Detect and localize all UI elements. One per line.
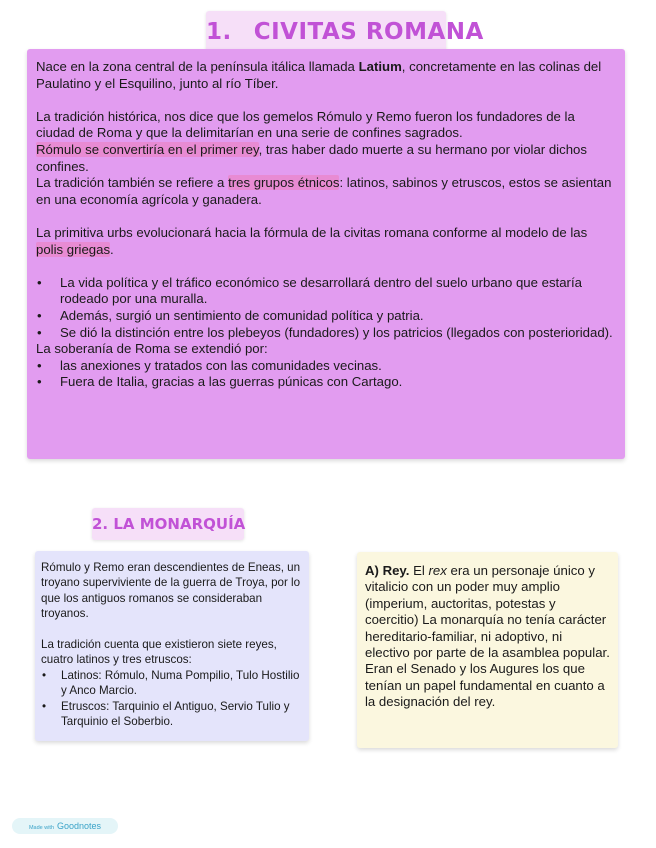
list-item: • Latinos: Rómulo, Numa Pompilio, Tulo Hostilio y Anco Marcio.: [41, 668, 303, 699]
made-with-label: Made with: [28, 825, 55, 831]
highlight-ethnic-groups: tres grupos étnicos: [228, 175, 340, 191]
kings-bullet-list: [41, 668, 303, 730]
paragraph-rey: A) Rey. El rex era un personaje único y vitalicio con un poder muy amplio (imperium, auctoritas, potestas y coercitio) La monarquía no tenía carácter hereditario-familiar, ni adoptivo, ni electivo por parte de la asamblea popular. Eran el Senado y los Augures los que tenían un papel fundamental en cuanto a la designación del rey.: [365, 563, 610, 710]
list-item: • Se dió la distinción entre los plebeyos (fundadores) y los patricios (llegados con posterioridad).: [36, 325, 617, 342]
list-item: • las anexiones y tratados con las comunidades vecinas.: [36, 358, 617, 375]
list-item: • Además, surgió un sentimiento de comunidad política y patria.: [36, 308, 617, 325]
highlight-polis: polis griegas: [36, 241, 111, 257]
goodnotes-brand: Goodnotes: [57, 821, 102, 831]
paragraph-first-king: Rómulo se convertiría en el primer rey, tras haber dado muerte a su hermano por violar dichos confines.: [36, 141, 587, 174]
paragraph-ethnic-groups: La tradición también se refiere a tres grupos étnicos: latinos, sabinos y etruscos, estos se asientan en una economía agrícola y ganadera.: [36, 175, 612, 207]
civitas-bullet-list: [36, 275, 617, 341]
paragraph-origin: Nace en la zona central de la península itálica llamada Latium, concretamente en las colinas del Paulatino y el Esquilino, junto al río Tíber.: [36, 59, 602, 91]
section-1-title: [206, 11, 484, 53]
paragraph-seven-kings: La tradición cuenta que existieron siete reyes, cuatro latinos y tres etruscos:: [41, 638, 277, 667]
paragraph-tradition: La tradición histórica, nos dice que los gemelos Rómulo y Remo fueron los fundadores de la ciudad de Roma y que la delimitarían en una serie de confines sagrados.: [36, 108, 575, 141]
list-item: • Etruscos: Tarquinio el Antiguo, Servio Tulio y Tarquinio el Soberbio.: [41, 699, 303, 730]
rey-card: [357, 552, 618, 748]
monarchy-origins-card: [35, 551, 309, 741]
list-item: • Fuera de Italia, gracias a las guerras púnicas con Cartago.: [36, 374, 617, 391]
rey-label: A) Rey.: [365, 563, 410, 578]
latium-term: Latium: [358, 59, 402, 74]
paragraph-urbs: La primitiva urbs evolucionará hacia la fórmula de la civitas romana conforme al modelo de las polis griegas.: [36, 224, 588, 257]
paragraph-sovereignty: La soberanía de Roma se extendió por:: [36, 341, 268, 357]
section-1-title-text: CIVITAS ROMANA: [253, 19, 484, 45]
civitas-romana-card: [27, 49, 625, 459]
sovereignty-bullet-list: [36, 358, 617, 391]
section-2-title: 2. LA MONARQUÍA: [92, 508, 244, 540]
list-item: • La vida política y el tráfico económico se desarrollará dentro del suelo urbano que estaría rodeado por una muralla.: [36, 275, 617, 308]
section-1-number: 1.: [206, 19, 232, 45]
highlight-first-king: Rómulo se convertiría en el primer rey: [36, 141, 259, 157]
rex-term: rex: [428, 563, 447, 578]
paragraph-eneas: Rómulo y Remo eran descendientes de Eneas, un troyano superviviente de la guerra de Troya, por lo que los antiguos romanos se consideraban troyanos.: [41, 561, 301, 621]
goodnotes-badge: [12, 818, 118, 834]
